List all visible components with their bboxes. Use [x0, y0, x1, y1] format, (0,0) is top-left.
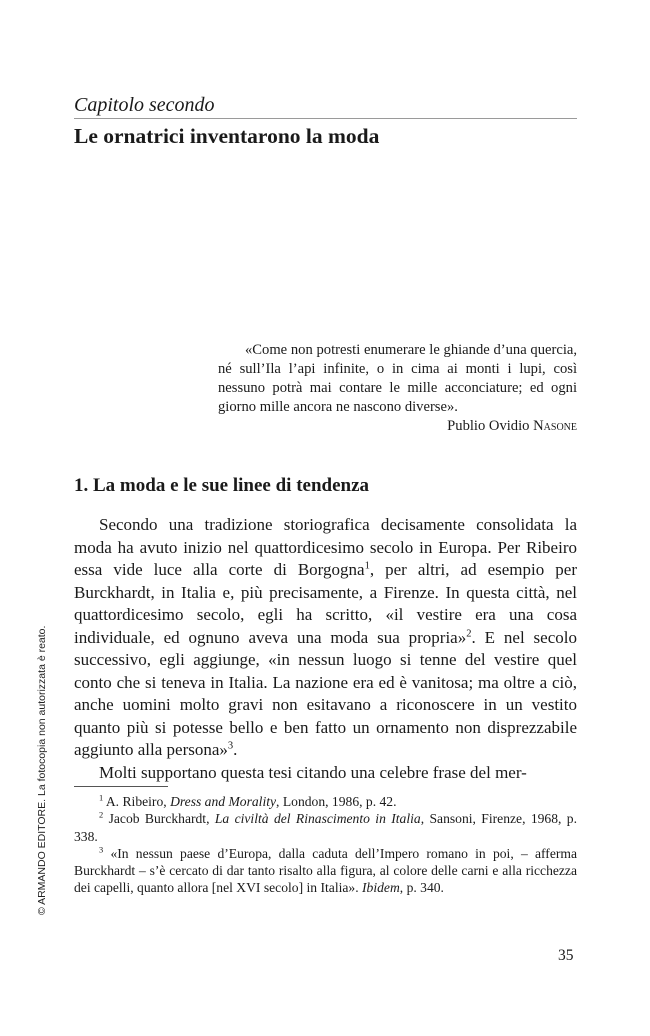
- epigraph-quote: «Come non potresti enumerare le ghiande d’una quercia, né sull’Ila l’api infinite, o in cima ai monti i lupi, così nessuno potrà mai contare le mille acconciature; ed ogni giorno mille ancora ne nascono diverse».: [218, 342, 577, 415]
- paragraph: Secondo una tradizione storiografica decisamente consolidata la moda ha avuto inizio nel quattordicesimo secolo in Europa. Per Ribeiro essa vide luce alla corte di Borgogna$^1$, per altri, ad esempio per Burckhardt, in Italia e, più precisamente, a Firenze. In questa città, nel quattordicesimo secolo, egli ha scritto, «il vestire era una cosa individuale, ed ognuno aveva una moda sua propria»$^2$. E nel secolo successivo, egli aggiunge, «in nessun luogo si tenne del vestire quel conto che si teneva in Italia. La nazione era ed è vanitosa; ma oltre a ciò, anche uomini molto gravi non esitavano a riconoscere in un vestito quanto più si potesse bello e ben fatto un ornamento non disprezzabile aggiunto alla persona»$^3$.: [74, 515, 577, 759]
- paragraph: Molti supportano questa tesi citando una celebre frase del mer-: [99, 762, 527, 782]
- page-number: 35: [558, 947, 574, 964]
- epigraph: [218, 341, 577, 436]
- copyright-notice: © ARMANDO EDITORE. La fotocopia non autorizzata è reato.: [36, 625, 48, 915]
- footnote-rule: [74, 786, 168, 787]
- chapter-kicker: Capitolo secondo: [74, 94, 215, 116]
- footnote: $^2$ Jacob Burckhardt, La civiltà del Rinascimento in Italia, Sansoni, Firenze, 1968, p. 338.: [74, 809, 577, 844]
- footnote: $^1$ A. Ribeiro, Dress and Morality, London, 1986, p. 42.: [99, 792, 397, 809]
- epigraph-author-first: Publio Ovidio: [447, 418, 530, 434]
- footnotes: [74, 793, 577, 897]
- footnote: $^3$ «In nessun paese d’Europa, dalla caduta dell’Impero romano in poi, – afferma Burckhardt – s’è cercato di dar tanto risalto alla figura, al colore delle carni e alla ricchezza dei capelli, quanto allora [nel XVI secolo] in Italia». Ibidem, p. 340.: [74, 844, 577, 896]
- epigraph-attribution: [218, 417, 577, 436]
- chapter-title: Le ornatrici inventarono la moda: [74, 124, 380, 148]
- chapter-rule: [74, 118, 577, 119]
- footnote-ref[interactable]: 1: [364, 560, 370, 572]
- footnote-ref[interactable]: 3: [227, 740, 234, 752]
- body-text: [74, 514, 577, 784]
- section-heading: 1. La moda e le sue linee di tendenza: [74, 475, 370, 496]
- epigraph-author-last: Nasone: [533, 418, 577, 434]
- footnote-ref[interactable]: 2: [466, 627, 472, 639]
